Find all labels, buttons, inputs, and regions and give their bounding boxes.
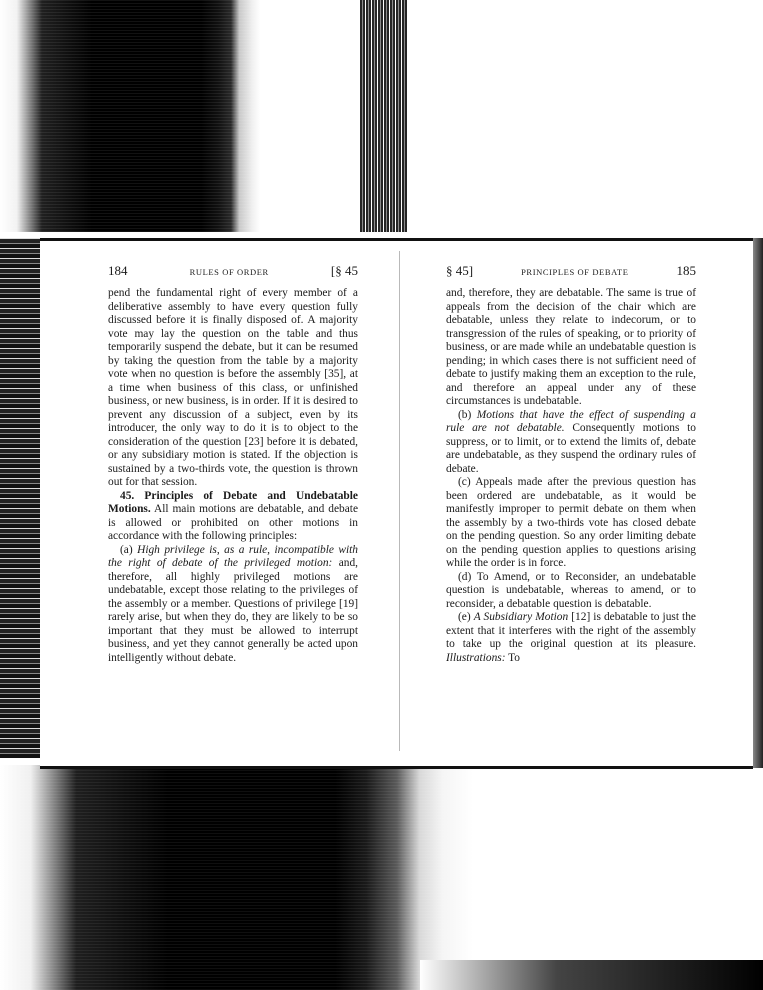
item-b-label: (b) xyxy=(458,408,477,421)
item-e-italic-2: Illustrations: xyxy=(446,651,506,664)
right-paragraph-1: and, therefore, they are debatable. The same is true of appeals from the decision of the chair which are debatable, unless they relate to indecorum, or to transgression of the rules of speaking, or to priority of business, or are made while an undebatable question is pending; in which cases there is not sufficient need of debate to justify making them an exception to the rule, and therefore an appeal under any of these circumstances is undebatable. xyxy=(446,287,696,407)
left-page xyxy=(108,263,358,665)
item-c-paragraph xyxy=(446,476,696,571)
item-b-text: Consequently motions to suppress, or to limit, or to extend the limits of, debate are undebatable, as they suspend the ordinary rules of debate. xyxy=(446,422,696,475)
item-c-text: Appeals made after the previous question has been ordered are undebatable, as it would be manifestly improper to permit debate on them when the assembly by a two-thirds vote has closed debate on the pending question. So any order limiting debate on the pending question applies to questions arising while the order is in force. xyxy=(446,476,696,569)
left-running-title: RULES OF ORDER xyxy=(189,267,269,277)
item-a-italic: High privilege is, as a rule, incompatible with the right of debate of the privileged motion: xyxy=(108,543,358,569)
right-running-head xyxy=(446,263,696,283)
book-spread xyxy=(40,238,753,769)
right-page xyxy=(446,263,696,665)
scan-artifact-top xyxy=(0,0,420,232)
scan-artifact-bottom-band xyxy=(420,960,763,990)
section-heading: 45. Principles of Debate and Undebatable Motions. xyxy=(108,489,358,515)
left-body-text xyxy=(108,287,358,665)
right-running-title: PRINCIPLES OF DEBATE xyxy=(521,267,629,277)
left-running-head xyxy=(108,263,358,283)
scan-artifact-right-edge xyxy=(753,238,763,768)
item-e-italic: A Subsidiary Motion xyxy=(473,611,569,623)
item-d-text: To Amend, or to Reconsider, an undebatable question is undebatable, whereas to amend, or to reconsider, a debatable question is debatable. xyxy=(446,570,696,610)
item-e-paragraph xyxy=(446,611,696,665)
item-e-tail: To xyxy=(505,651,520,664)
item-a-label: (a) xyxy=(120,543,138,556)
left-paragraph-1: pend the fundamental right of every member of a deliberative assembly to have every question fully discussed before it is finally disposed of. A majority vote may lay the question on the table and thus temporarily suspend the debate, but it can be resumed by taking the question from the table by a majority vote when no question is before the assembly [35], at a time when business of this class, or unfinished business, or new business, is in order. If it is desired to prevent any discussion of a subject, even by its introducer, the only way to do it is to object to the consideration of the question [23] before it is debated, or any subsidiary motion is stated. If the objection is sustained by a two-thirds vote, the question is thrown out for that session. xyxy=(108,287,358,488)
item-e-text: [12] is debatable to just the extent that it interferes with the right of the assembly to take up the original question at its pleasure. xyxy=(446,611,696,650)
left-page-number: 184 xyxy=(108,263,128,278)
scan-artifact-bottom xyxy=(0,765,763,990)
right-section-mark: § 45] xyxy=(446,263,474,278)
scan-artifact-left xyxy=(0,238,40,758)
item-d-label: (d) xyxy=(458,570,477,583)
right-body-text xyxy=(446,287,696,665)
item-d-paragraph xyxy=(446,571,696,612)
scan-artifact-top-stripes xyxy=(360,0,408,232)
item-a-text: and, therefore, all highly privileged motions are undebatable, except those relating to the privileges of the assembly or a member. Questions of privilege [19] rarely arise, but when they do, they are likely to be so important that they must be allowed to interrupt business, and yet they cannot generally be acted upon intelligently without debate. xyxy=(108,557,358,664)
section-intro: All main motions are debatable, and debate is allowed or prohibited on other motions in accordance with the following principles: xyxy=(108,503,358,542)
item-a-paragraph xyxy=(108,544,358,666)
left-section-mark: [§ 45 xyxy=(330,263,358,278)
item-b-paragraph xyxy=(446,409,696,477)
item-c-label: (c) xyxy=(458,476,476,488)
section-45-paragraph xyxy=(108,490,358,544)
item-b-italic: Motions that have the effect of suspending a rule are not debatable. xyxy=(446,408,696,434)
book-gutter xyxy=(399,251,400,751)
right-page-number: 185 xyxy=(676,263,696,278)
item-e-label: (e) xyxy=(458,611,474,623)
